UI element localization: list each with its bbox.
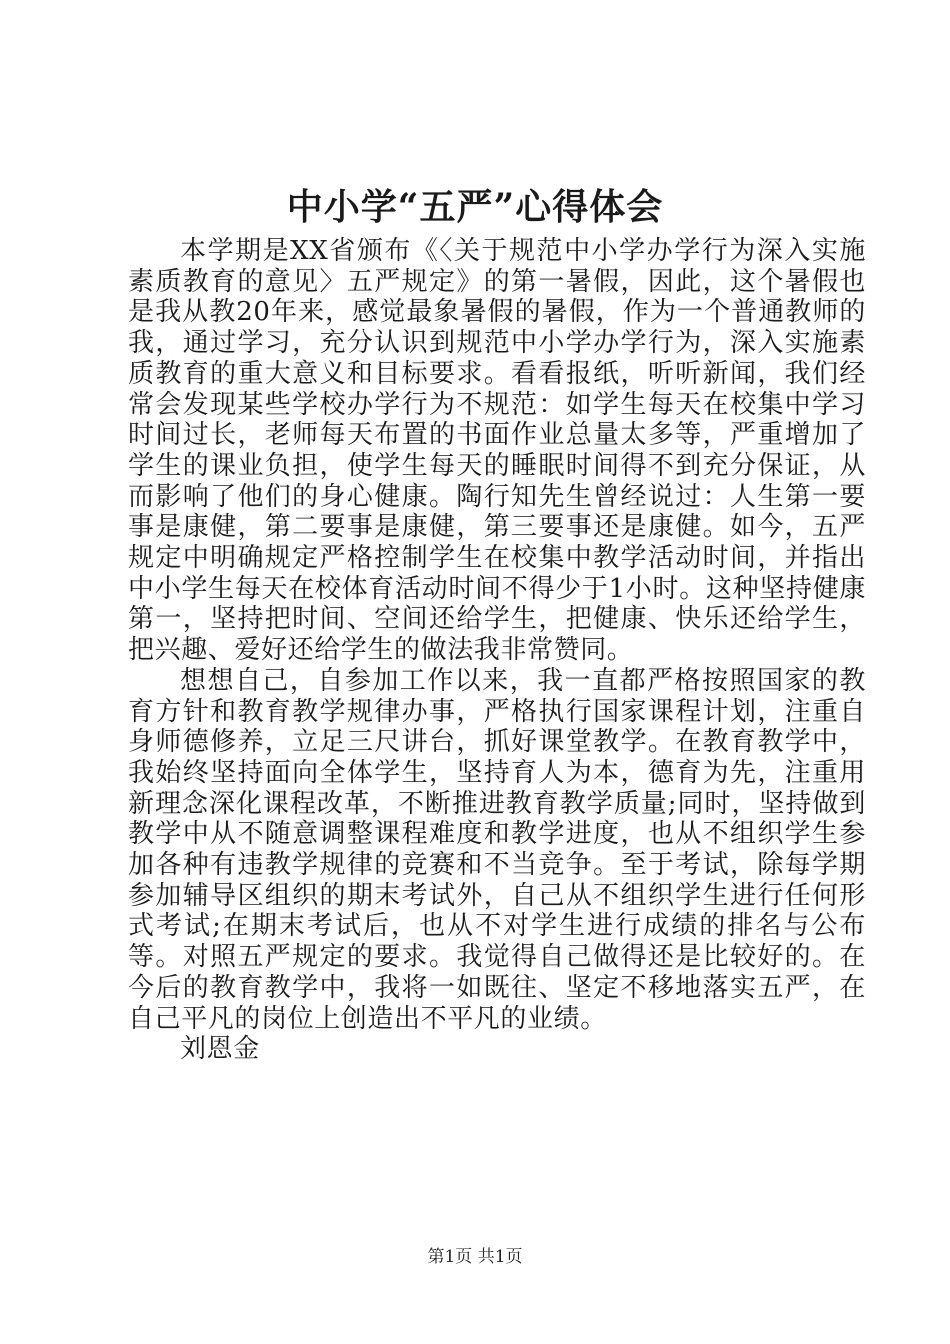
author-signature: 刘恩金	[180, 1034, 260, 1065]
paragraph-1: 本学期是XX省颁布《〈关于规范中小学办学行为深入实施素质教育的意见〉五严规定》的第一暑假，因此，这个暑假也是我从教20年来，感觉最象暑假的暑假，作为一个普通教师的我，通过学习，充分认识到规范中小学办学行为，深入实施素质教育的重大意义和目标要求。看看报纸，听听新闻，我们经常会发现某些学校办学行为不规范：如学生每天在校集中学习时间过长，老师每天布置的书面作业总量太多等，严重增加了学生的课业负担，使学生每天的睡眠时间得不到充分保证，从而影响了他们的身心健康。陶行知先生曾经说过：人生第一要事是康健，第二要事是康健，第三要事还是康健。如今，五严规定中明确规定严格控制学生在校集中教学活动时间，并指出中小学生每天在校体育活动时间不得少于1小时。这种坚持健康第一，坚持把时间、空间还给学生，把健康、快乐还给学生，把兴趣、爱好还给学生的做法我非常赞同。	[128, 236, 866, 666]
document-title: 中小学“五严”心得体会	[286, 186, 664, 228]
page-footer: 第1页 共1页	[427, 1247, 523, 1267]
document-body	[128, 236, 866, 1065]
paragraph-2: 想想自己，自参加工作以来，我一直都严格按照国家的教育方针和教育教学规律办事，严格执行国家课程计划，注重自身师德修养，立足三尺讲台，抓好课堂教学。在教育教学中，我始终坚持面向全体学生，坚持育人为本，德育为先，注重用新理念深化课程改革，不断推进教育教学质量;同时，坚持做到教学中从不随意调整课程难度和教学进度，也从不组织学生参加各种有违教学规律的竞赛和不当竞争。至于考试，除每学期参加辅导区组织的期末考试外，自己从不组织学生进行任何形式考试;在期末考试后，也从不对学生进行成绩的排名与公布等。对照五严规定的要求。我觉得自己做得还是比较好的。在今后的教育教学中，我将一如既往、坚定不移地落实五严，在自己平凡的岗位上创造出不平凡的业绩。	[128, 665, 866, 1034]
